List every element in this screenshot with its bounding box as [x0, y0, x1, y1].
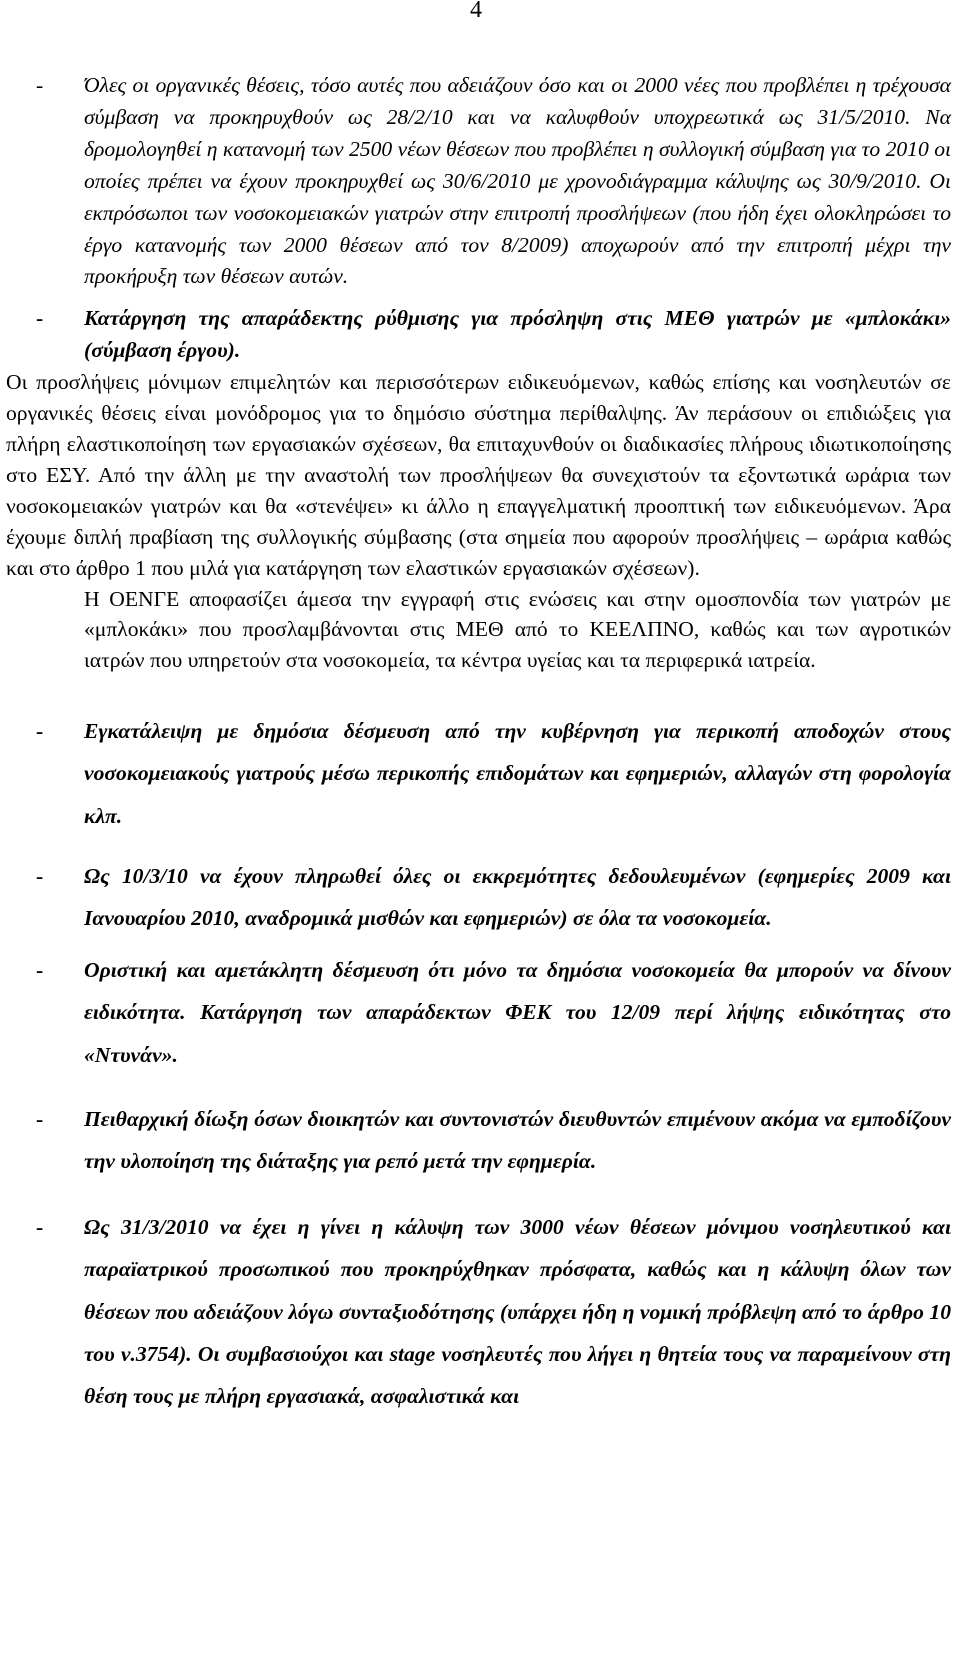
- list-item: [6, 303, 951, 367]
- list-dash: -: [36, 719, 44, 744]
- list-dash: -: [36, 958, 44, 983]
- bullet-text: Οριστική και αμετάκλητη δέσμευση ότι μόνο τα δημόσια νοσοκομεία θα μπορούν να δίνουν ειδικότητα. Κατάργηση των απαράδεκτων ΦΕΚ του 12/09 περί λήψης ειδικότητας στο «Ντυνάν».: [84, 958, 951, 1067]
- list-item: [6, 949, 951, 1076]
- list-item: [6, 1206, 951, 1417]
- list-item: [6, 710, 951, 837]
- bullet-text: Όλες οι οργανικές θέσεις, τόσο αυτές που αδειάζουν όσο και οι 2000 νέες που προβλέπει η τρέχουσα σύμβαση να προκηρυχθούν ως 28/2/10 και να καλυφθούν υποχρεωτικά ως 31/5/2010. Να δρομολογηθεί η κατανομή των 2500 νέων θέσεων που προβλέπει η συλλογική σύμβαση για το 2010 οι οποίες πρέπει να έχουν προκηρυχθεί ως 30/6/2010 με χρονοδιάγραμμα κάλυψης ως 30/9/2010. Οι εκπρόσωποι των νοσοκομειακών γιατρών στην επιτροπή προσλήψεων (που ήδη έχει ολοκληρώσει το έργο κατανομής των 2000 θέσεων από τον 8/2009) αποχωρούν από την επιτροπή μέχρι την προκήρυξη των θέσεων αυτών.: [84, 73, 951, 289]
- bullet-text: Κατάργηση της απαράδεκτης ρύθμισης για πρόσληψη στις ΜΕΘ γιατρών με «μπλοκάκι» (σύμβαση έργου).: [84, 306, 951, 363]
- list-dash: -: [36, 306, 44, 331]
- body-paragraph: Η ΟΕΝΓΕ αποφασίζει άμεσα την εγγραφή στις ενώσεις και στην ομοσπονδία των γιατρών με «μπλοκάκι» που προσλαμβάνονται στις ΜΕΘ από το ΚΕΕΛΠΝΟ, καθώς και των αγροτικών ιατρών που υπηρετούν στα νοσοκομεία, τα κέντρα υγείας και τα περιφερικά ιατρεία.: [84, 586, 951, 673]
- bullet-text: Πειθαρχική δίωξη όσων διοικητών και συντονιστών διευθυντών επιμένουν ακόμα να εμποδίζουν την υλοποίηση της διάταξης για ρεπό μετά την εφημερία.: [84, 1106, 951, 1174]
- list-item: [6, 1098, 951, 1182]
- list-dash: -: [36, 1215, 44, 1240]
- list-dash: -: [36, 1106, 44, 1131]
- document-body: [6, 70, 951, 1417]
- bullet-text: Εγκατάλειψη με δημόσια δέσμευση από την κυβέρνηση για περικοπή αποδοχών στους νοσοκομειακούς γιατρούς μέσω περικοπής επιδομάτων και εφημεριών, αλλαγών στη φορολογία κλπ.: [84, 719, 951, 828]
- list-item: [6, 855, 951, 939]
- body-paragraph: Οι προσλήψεις μόνιμων επιμελητών και περισσότερων ειδικευόμενων, καθώς επίσης και νοσηλευτών σε οργανικές θέσεις είναι μονόδρομος για το δημόσιο σύστημα περίθαλψης. Άν περάσουν οι επιδιώξεις για πλήρη ελαστικοποίηση των εργασιακών σχέσεων, θα επιταχυνθούν οι διαδικασίες πλήρους ιδιωτικοποίησης στο ΕΣΥ. Από την άλλη με την αναστολή των προσλήψεων θα συνεχιστούν τα εξοντωτικά ωράρια των νοσοκομειακών γιατρών και θα «στενέψει» κι άλλο η επαγγελματική προοπτική των ειδικευόμενων. Άρα έχουμε διπλή πραβίαση της συλλογικής σύμβασης (στα σημεία που αφορούν προσλήψεις – ωράρια καθώς και στο άρθρο 1 που μιλά για κατάργηση των ελαστικών εργασιακών σχέσεων).: [6, 370, 951, 580]
- list-item: [6, 70, 951, 293]
- bullet-text: Ως 10/3/10 να έχουν πληρωθεί όλες οι εκκρεμότητες δεδουλευμένων (εφημερίες 2009 και Ιανουαρίου 2010, αναδρομικά μισθών και εφημεριών) σε όλα τα νοσοκομεία.: [84, 863, 951, 931]
- page-number: 4: [470, 0, 482, 23]
- list-dash: -: [36, 73, 44, 97]
- list-dash: -: [36, 863, 44, 888]
- bullet-text: Ως 31/3/2010 να έχει η γίνει η κάλυψη των 3000 νέων θέσεων μόνιμου νοσηλευτικού και παραϊατρικού προσωπικού που προκηρύχθηκαν πρόσφατα, καθώς και η κάλυψη όλων των θέσεων που αδειάζουν λόγω συνταξιοδότησης (υπάρχει ήδη η νομική πρόβλεψη από το άρθρο 10 του ν.3754). Οι συμβασιούχοι και stage νοσηλευτές που λήγει η θητεία τους να παραμείνουν στη θέση τους με πλήρη εργασιακά, ασφαλιστικά και: [84, 1215, 951, 1409]
